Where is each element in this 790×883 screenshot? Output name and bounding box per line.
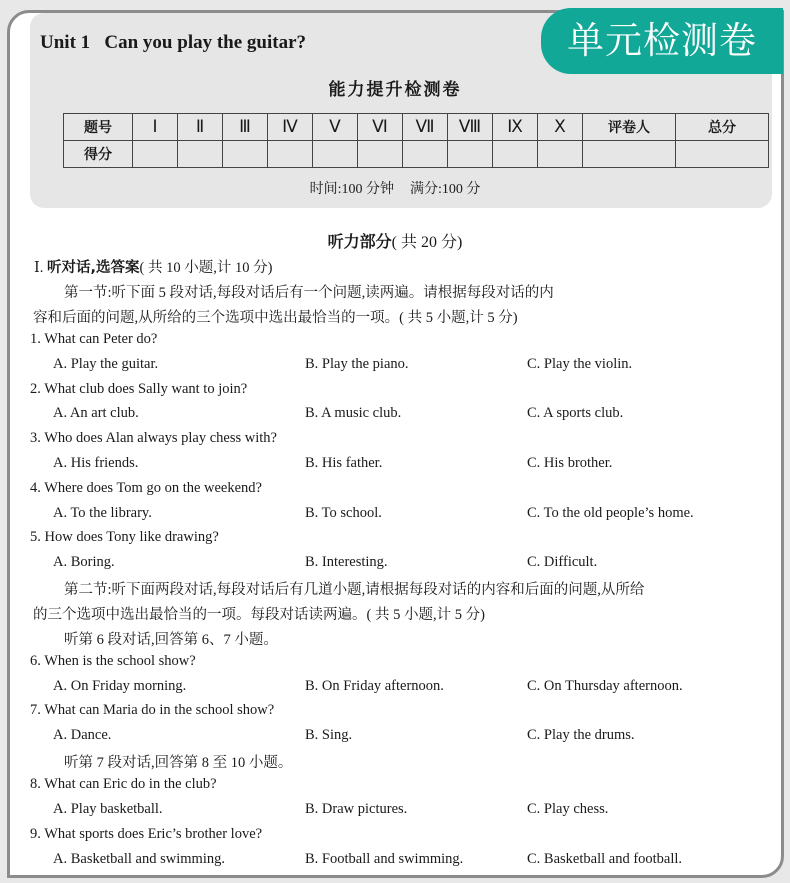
option-8b[interactable]: B. Draw pictures.	[305, 801, 408, 817]
option-5b[interactable]: B. Interesting.	[305, 554, 388, 570]
unit-title: Unit 1 Can you play the guitar?	[40, 32, 307, 53]
part-title	[34, 256, 272, 277]
grader-label: 评卷人	[583, 114, 676, 141]
option-7c[interactable]: C. Play the drums.	[527, 727, 635, 743]
option-6b[interactable]: B. On Friday afternoon.	[305, 678, 444, 694]
question-4: 4. Where does Tom go on the weekend?	[30, 480, 262, 496]
option-6a[interactable]: A. On Friday morning.	[53, 678, 187, 694]
score-cell[interactable]	[223, 141, 268, 168]
dialog-6-note: 听第 6 段对话,回答第 6、7 小题。	[64, 632, 278, 648]
column-4: Ⅳ	[268, 114, 313, 141]
question-7: 7. What can Maria do in the school show?	[30, 702, 275, 718]
question-2: 2. What club does Sally want to join?	[30, 381, 248, 397]
test-subtitle: 能力提升检测卷	[328, 80, 462, 100]
part-title-text: 听对话,选答案	[46, 260, 140, 276]
section-points: ( 共 20 分)	[391, 234, 463, 251]
option-9c[interactable]: C. Basketball and football.	[527, 851, 683, 867]
column-10: Ⅹ	[538, 114, 583, 141]
column-9: Ⅸ	[493, 114, 538, 141]
grader-cell[interactable]	[583, 141, 676, 168]
question-1: 1. What can Peter do?	[30, 331, 158, 347]
question-number-label: 题号	[64, 114, 133, 141]
question-3: 3. Who does Alan always play chess with?	[30, 430, 277, 446]
option-1a[interactable]: A. Play the guitar.	[53, 356, 159, 372]
question-8: 8. What can Eric do in the club?	[30, 776, 217, 792]
section2-instructions-line1: 第二节:听下面两段对话,每段对话后有几道小题,请根据每段对话的内容和后面的问题,从所给	[64, 582, 645, 598]
score-cell[interactable]	[493, 141, 538, 168]
unit-test-badge: 单元检测卷	[541, 8, 783, 74]
section1-instructions-line2: 容和后面的问题,从所给的三个选项中选出最恰当的一项。( 共 5 小题,计 5 分)	[33, 310, 518, 326]
option-6c[interactable]: C. On Thursday afternoon.	[527, 678, 683, 694]
score-cell[interactable]	[358, 141, 403, 168]
option-1b[interactable]: B. Play the piano.	[305, 356, 409, 372]
option-4b[interactable]: B. To school.	[305, 505, 382, 521]
option-1c[interactable]: C. Play the violin.	[527, 356, 633, 372]
question-6: 6. When is the school show?	[30, 653, 196, 669]
column-2: Ⅱ	[178, 114, 223, 141]
score-cell[interactable]	[403, 141, 448, 168]
question-5: 5. How does Tony like drawing?	[30, 529, 219, 545]
option-5c[interactable]: C. Difficult.	[527, 554, 598, 570]
option-3a[interactable]: A. His friends.	[53, 455, 139, 471]
section2-instructions-line2: 的三个选项中选出最恰当的一项。每段对话读两遍。( 共 5 小题,计 5 分)	[33, 607, 485, 623]
time-info	[0, 178, 790, 198]
score-cell[interactable]	[133, 141, 178, 168]
option-8a[interactable]: A. Play basketball.	[53, 801, 163, 817]
full-score: 满分:100 分	[410, 182, 481, 197]
dialog-7-note: 听第 7 段对话,回答第 8 至 10 小题。	[64, 755, 293, 771]
column-6: Ⅵ	[358, 114, 403, 141]
part-points: ( 共 10 小题,计 10 分)	[139, 260, 273, 276]
option-2a[interactable]: A. An art club.	[53, 405, 139, 421]
time-limit: 时间:100 分钟	[309, 182, 394, 197]
section-title	[0, 229, 790, 252]
part-numeral: Ⅰ.	[34, 260, 44, 276]
score-label: 得分	[64, 141, 133, 168]
option-7a[interactable]: A. Dance.	[53, 727, 112, 743]
option-8c[interactable]: C. Play chess.	[527, 801, 609, 817]
column-7: Ⅶ	[403, 114, 448, 141]
score-cell[interactable]	[268, 141, 313, 168]
option-3c[interactable]: C. His brother.	[527, 455, 613, 471]
question-9: 9. What sports does Eric’s brother love?	[30, 826, 263, 842]
score-table-header-row	[64, 114, 769, 141]
option-5a[interactable]: A. Boring.	[53, 554, 115, 570]
column-1: Ⅰ	[133, 114, 178, 141]
score-table	[63, 113, 769, 168]
score-cell[interactable]	[313, 141, 358, 168]
column-8: Ⅷ	[448, 114, 493, 141]
section1-instructions-line1: 第一节:听下面 5 段对话,每段对话后有一个问题,读两遍。请根据每段对话的内	[64, 285, 554, 301]
option-2b[interactable]: B. A music club.	[305, 405, 402, 421]
column-5: Ⅴ	[313, 114, 358, 141]
option-7b[interactable]: B. Sing.	[305, 727, 353, 743]
option-3b[interactable]: B. His father.	[305, 455, 383, 471]
score-cell[interactable]	[448, 141, 493, 168]
option-9a[interactable]: A. Basketball and swimming.	[53, 851, 225, 867]
option-2c[interactable]: C. A sports club.	[527, 405, 624, 421]
option-9b[interactable]: B. Football and swimming.	[305, 851, 464, 867]
score-cell[interactable]	[538, 141, 583, 168]
option-4a[interactable]: A. To the library.	[53, 505, 152, 521]
section-title-text: 听力部分	[327, 232, 392, 251]
total-cell[interactable]	[676, 141, 769, 168]
score-table-score-row	[64, 141, 769, 168]
column-3: Ⅲ	[223, 114, 268, 141]
option-4c[interactable]: C. To the old people’s home.	[527, 505, 694, 521]
total-label: 总分	[676, 114, 769, 141]
score-cell[interactable]	[178, 141, 223, 168]
